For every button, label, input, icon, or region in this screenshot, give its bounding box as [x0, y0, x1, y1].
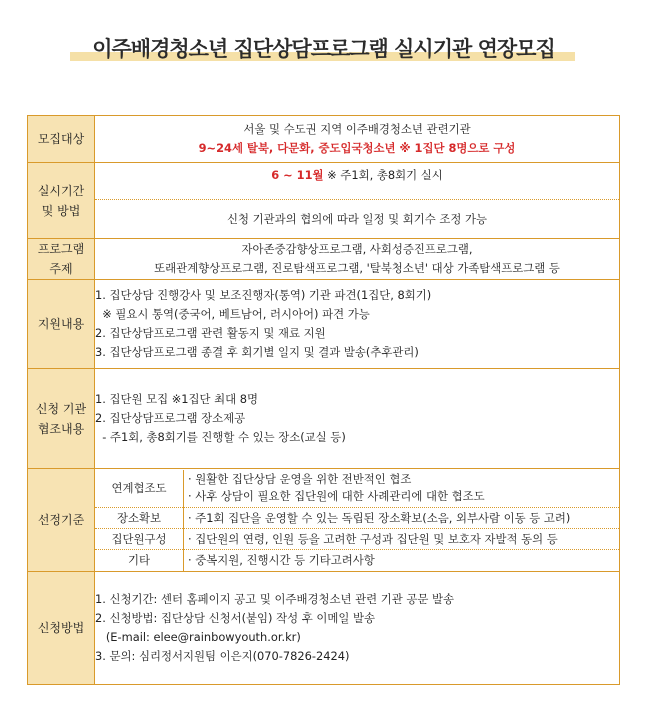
label-apply: 신청방법	[28, 572, 95, 685]
criteria-row	[95, 508, 619, 529]
criteria-row	[95, 529, 619, 550]
criteria-sub-label: 기타	[95, 550, 184, 571]
label-period: 실시기간 및 방법	[28, 163, 95, 239]
cooperation-item: 1. 집단원 모집 ※1집단 최대 8명	[95, 392, 259, 406]
criteria-table	[95, 470, 619, 571]
theme-line1: 자아존중감향상프로그램, 사회성증진프로그램,	[241, 242, 473, 256]
label-cooperation: 신청 기관 협조내용	[28, 369, 95, 469]
row-recruit-target	[28, 116, 620, 163]
support-item: 1. 집단상담 진행강사 및 보조진행자(통역) 기관 파견(1집단, 8회기)	[95, 288, 432, 302]
row-cooperation	[28, 369, 620, 469]
row-support	[28, 280, 620, 369]
label-support: 지원내용	[28, 280, 95, 369]
criteria-sub-label: 집단원구성	[95, 529, 184, 550]
row-apply	[28, 572, 620, 685]
row-period	[28, 163, 620, 239]
period-line2: 신청 기관과의 협의에 따라 일정 및 회기수 조정 가능	[95, 199, 619, 238]
apply-item: 1. 신청기간: 센터 홈페이지 공고 및 이주배경청소년 관련 기관 공문 발송	[95, 592, 455, 606]
apply-email[interactable]: (E-mail: elee@rainbowyouth.or.kr)	[95, 630, 301, 644]
criteria-desc: · 주1회 집단을 운영할 수 있는 독립된 장소확보(소음, 외부사람 이동 등 고려)	[184, 508, 620, 529]
page-title: 이주배경청소년 집단상담프로그램 실시기관 연장모집	[92, 37, 555, 61]
criteria-desc: · 사후 상담이 필요한 집단원에 대한 사례관리에 대한 협조도	[188, 489, 485, 504]
recruit-line2: 9~24세 탈북, 다문화, 중도입국청소년 ※ 1집단 8명으로 구성	[198, 141, 516, 155]
period-months: 6 ~ 11월	[271, 168, 324, 182]
support-item: 3. 집단상담프로그램 종결 후 회기별 일지 및 결과 발송(추후관리)	[95, 345, 419, 359]
support-item: 2. 집단상담프로그램 관련 활동지 및 재료 지원	[95, 326, 326, 340]
apply-item: 2. 신청방법: 집단상담 신청서(붙임) 작성 후 이메일 발송	[95, 611, 376, 625]
criteria-desc: · 집단원의 연령, 인원 등을 고려한 구성과 집단원 및 보호자 자발적 동의 등	[184, 529, 620, 550]
row-theme	[28, 239, 620, 280]
apply-item: 3. 문의: 심리정서지원팀 이은지(070-7826-2424)	[95, 649, 350, 663]
criteria-row	[95, 550, 619, 571]
criteria-sub-label: 연계협조도	[95, 470, 184, 508]
criteria-desc: · 중복지원, 진행시간 등 기타고려사항	[188, 552, 375, 567]
recruitment-table	[27, 115, 620, 685]
cooperation-item: - 주1회, 총8회기를 진행할 수 있는 장소(교실 등)	[95, 430, 346, 444]
label-criteria: 선정기준	[28, 469, 95, 572]
label-recruit-target: 모집대상	[28, 116, 95, 163]
row-criteria	[28, 469, 620, 572]
support-item: ※ 필요시 통역(중국어, 베트남어, 러시아어) 파견 가능	[95, 307, 370, 321]
period-schedule: ※ 주1회, 총8회기 실시	[323, 168, 443, 182]
cooperation-item: 2. 집단상담프로그램 장소제공	[95, 411, 246, 425]
criteria-row	[95, 470, 619, 508]
theme-line2: 또래관계향상프로그램, 진로탐색프로그램, '탈북청소년' 대상 가족탐색프로그램 등	[154, 261, 560, 275]
recruit-line1: 서울 및 수도권 지역 이주배경청소년 관련기관	[243, 122, 471, 136]
label-theme: 프로그램 주제	[28, 239, 95, 280]
period-line1	[95, 163, 619, 199]
criteria-desc: · 원활한 집단상담 운영을 위한 전반적인 협조	[188, 472, 412, 487]
criteria-sub-label: 장소확보	[95, 508, 184, 529]
